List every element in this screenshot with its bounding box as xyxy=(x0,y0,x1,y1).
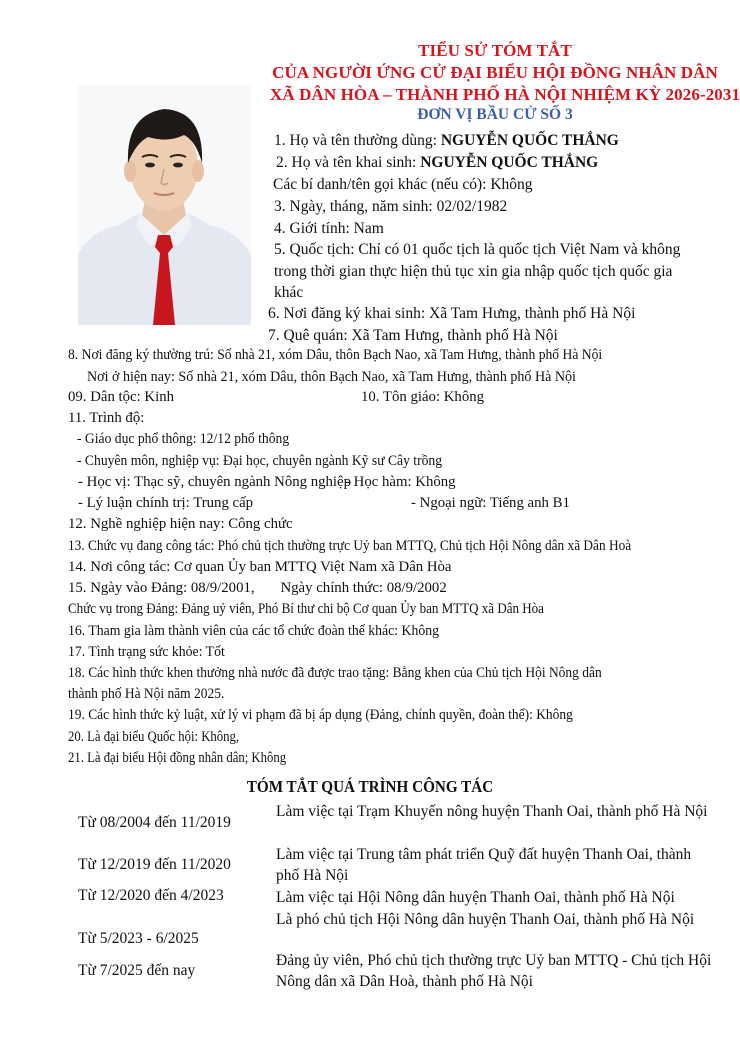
candidate-photo xyxy=(78,85,251,325)
field-value: NGUYỄN QUỐC THẮNG xyxy=(440,132,619,149)
work-period: Từ 7/2025 đến nay xyxy=(78,962,196,979)
field-disciplinary-actions: 19. Các hình thức kỷ luật, xử lý vi phạm đã bị áp dụng (Đảng, chính quyền, đoàn thể): Không xyxy=(68,707,573,723)
field-party-position: Chức vụ trong Đảng: Đảng uỷ viên, Phó Bí thư chi bộ Cơ quan Ủy ban MTTQ xã Dân Hòa xyxy=(68,601,544,617)
document-title-line2: CỦA NGƯỜI ỨNG CỬ ĐẠI BIỂU HỘI ĐỒNG NHÂN DÂN xyxy=(272,63,718,82)
field-value: NGUYỄN QUỐC THẮNG xyxy=(420,154,599,171)
document-title: TIỂU SỬ TÓM TẮT xyxy=(418,41,572,60)
field-peoples-council-delegate: 21. Là đại biểu Hội đồng nhân dân; Không xyxy=(68,750,287,766)
field-date-of-birth: 3. Ngày, tháng, năm sinh: 02/02/1982 xyxy=(274,198,508,215)
field-awards-cont: thành phố Hà Nội năm 2025. xyxy=(68,686,225,702)
field-workplace: 14. Nơi công tác: Cơ quan Ủy ban MTTQ Việt Nam xã Dân Hòa xyxy=(68,559,452,575)
field-label: 1. Họ và tên thường dùng: xyxy=(274,132,441,149)
work-period: Từ 08/2004 đến 11/2019 xyxy=(78,814,231,831)
work-description: Làm việc tại Hội Nông dân huyện Thanh Oai, thành phố Hà Nội xyxy=(276,889,675,906)
work-description: Làm việc tại Trạm Khuyến nông huyện Thanh Oai, thành phố Hà Nội xyxy=(276,803,708,820)
field-other-organizations: 16. Tham gia làm thành viên của các tổ chức đoàn thể khác: Không xyxy=(68,623,439,639)
field-general-education: - Giáo dục phổ thông: 12/12 phổ thông xyxy=(77,431,290,447)
field-academic-title: - Học hàm: Không xyxy=(345,474,456,490)
field-party-admission: 15. Ngày vào Đảng: 08/9/2001, Ngày chính thức: 08/9/2002 xyxy=(68,580,447,596)
field-birth-registration: 6. Nơi đăng ký khai sinh: Xã Tam Hưng, thành phố Hà Nội xyxy=(268,305,636,322)
field-professional-qualification: - Chuyên môn, nghiệp vụ: Đại học, chuyên ngành Kỹ sư Cây trồng xyxy=(77,453,443,469)
work-description: Là phó chủ tịch Hội Nông dân huyện Thanh Oai, thành phố Hà Nội xyxy=(276,911,695,928)
field-gender: 4. Giới tính: Nam xyxy=(274,220,384,237)
field-current-residence: Nơi ở hiện nay: Số nhà 21, xóm Dâu, thôn Bạch Nao, xã Tam Hưng, thành phố Hà Nội xyxy=(87,369,576,385)
field-nationality-cont2: khác xyxy=(274,284,304,301)
field-awards: 18. Các hình thức khen thưởng nhà nước đã được trao tặng: Bằng khen của Chủ tịch Hội Nông dân xyxy=(68,665,602,681)
field-foreign-language: - Ngoại ngữ: Tiếng anh B1 xyxy=(411,495,570,511)
field-current-position: 13. Chức vụ đang công tác: Phó chủ tịch thường trực Uỷ ban MTTQ, Chủ tịch Hội Nông dân xã Dân Hoà xyxy=(68,538,632,554)
field-permanent-residence: 8. Nơi đăng ký thường trú: Số nhà 21, xóm Dâu, thôn Bạch Nao, xã Tam Hưng, thành phố Hà Nội xyxy=(68,347,603,363)
field-national-assembly-delegate: 20. Là đại biểu Quốc hội: Không, xyxy=(68,729,240,745)
field-label: 2. Họ và tên khai sinh: xyxy=(276,154,421,171)
field-hometown: 7. Quê quán: Xã Tam Hưng, thành phố Hà Nội xyxy=(268,327,558,344)
field-health-status: 17. Tình trạng sức khỏe: Tốt xyxy=(68,644,225,660)
field-education-heading: 11. Trình độ: xyxy=(68,410,145,426)
electoral-unit-subtitle: ĐƠN VỊ BẦU CỬ SỐ 3 xyxy=(417,106,573,123)
field-academic-degree: - Học vị: Thạc sỹ, chuyên ngành Nông nghiệp xyxy=(78,474,351,490)
work-period: Từ 12/2020 đến 4/2023 xyxy=(78,887,224,904)
work-period: Từ 5/2023 - 6/2025 xyxy=(78,930,199,947)
field-occupation: 12. Nghề nghiệp hiện nay: Công chức xyxy=(68,516,293,532)
field-common-name xyxy=(274,131,619,150)
work-period: Từ 12/2019 đến 11/2020 xyxy=(78,856,231,873)
field-political-theory: - Lý luận chính trị: Trung cấp xyxy=(78,495,254,511)
portrait-icon xyxy=(78,85,251,325)
field-nationality: 5. Quốc tịch: Chỉ có 01 quốc tịch là quốc tịch Việt Nam và không xyxy=(274,241,681,258)
work-description: Làm việc tại Trung tâm phát triển Quỹ đất huyện Thanh Oai, thành phố Hà Nội xyxy=(276,846,692,884)
field-ethnicity: 09. Dân tộc: Kinh xyxy=(68,389,175,405)
field-birth-name xyxy=(276,153,598,172)
field-nationality-cont: trong thời gian thực hiện thủ tục xin gia nhập quốc tịch quốc gia xyxy=(274,263,673,280)
field-religion: 10. Tôn giáo: Không xyxy=(361,389,485,405)
work-description: Đảng ủy viên, Phó chủ tịch thường trực Uỷ ban MTTQ - Chủ tịch Hội Nông dân xã Dân Hoà, thành phố Hà Nội xyxy=(276,952,712,990)
work-history-heading: TÓM TẮT QUÁ TRÌNH CÔNG TÁC xyxy=(246,777,494,796)
document-title-line3: XÃ DÂN HÒA – THÀNH PHỐ HÀ NỘI NHIỆM KỲ 2026-2031 xyxy=(270,85,740,104)
field-alias: Các bí danh/tên gọi khác (nếu có): Không xyxy=(273,176,533,193)
